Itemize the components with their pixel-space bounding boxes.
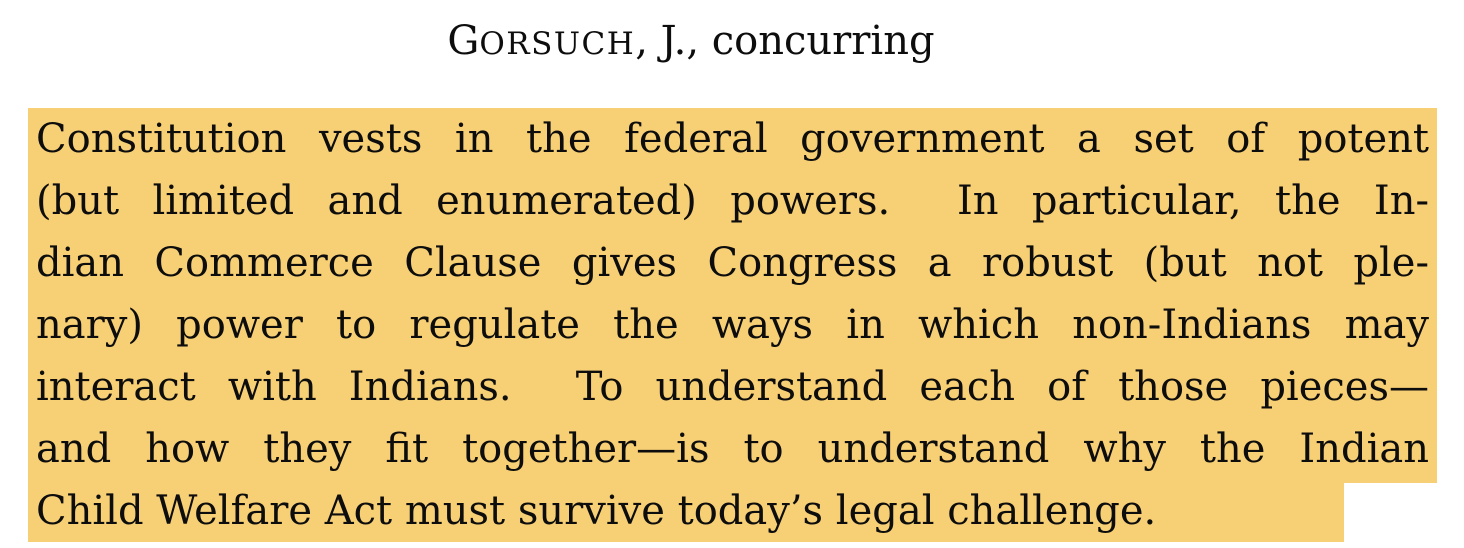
- justice-name-initial: G: [447, 18, 480, 64]
- opinion-header: [0, 20, 1382, 65]
- text-line: (but limited and enumerated) powers. In particular, the In-: [36, 178, 1429, 224]
- justice-name-smallcaps: ORSUCH: [479, 26, 636, 62]
- text-line: and how they fit together—is to understand why the Indian: [36, 426, 1429, 472]
- text-line: nary) power to regulate the ways in which non-Indians may: [36, 302, 1429, 348]
- header-suffix: , J., concurring: [635, 18, 935, 64]
- highlighted-passage: [28, 108, 1437, 542]
- text-line: dian Commerce Clause gives Congress a robust (but not ple-: [36, 240, 1429, 286]
- text-line: Constitution vests in the federal government a set of potent: [36, 116, 1429, 162]
- text-line: Child Welfare Act must survive today’s legal challenge.: [36, 488, 1157, 534]
- text-line: interact with Indians. To understand each of those pieces—: [36, 364, 1429, 410]
